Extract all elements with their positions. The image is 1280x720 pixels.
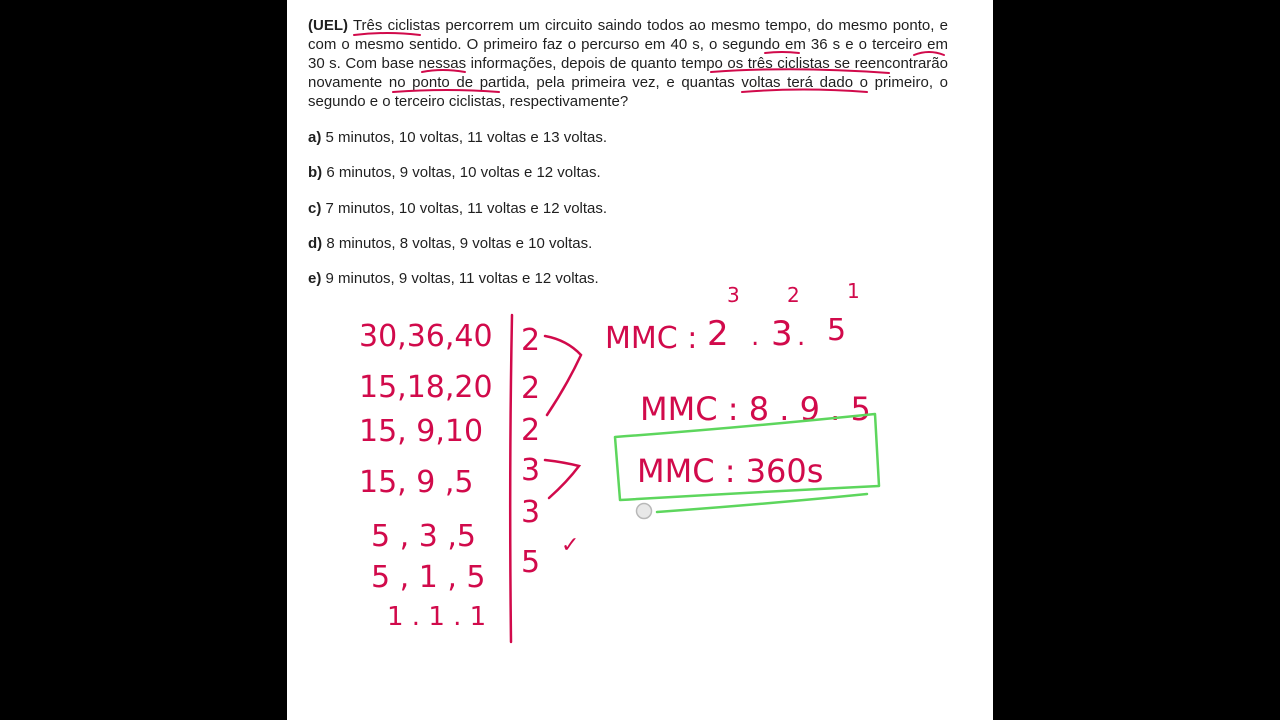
underline-pela-primeira-vez: [742, 90, 867, 93]
divisor: 2: [521, 413, 541, 448]
underline-marks: [354, 33, 944, 92]
underline-36s: [914, 52, 944, 55]
underline-30s: [422, 70, 465, 72]
question-text: Três ciclistas percorrem um circuito saindo todos ao mesmo tempo, do mesmo ponto, e com o mesmo sentido. O primeiro faz o percurso em 40 s, o segundo em 36 s e o terceiro em 30 s. Com base nessas informações, depois de quanto tempo os três ciclistas se reencontrarão novamente no ponto de partida, pela primeira vez, e quantas voltas terá dado o primeiro, o segundo e o terceiro ciclistas, respectivamente?: [308, 17, 948, 110]
divisor: 3: [521, 453, 541, 488]
underline-depois-de-quanto-tempo: [711, 69, 889, 73]
factor-row: 30,36,40: [359, 319, 493, 354]
bracket-powers-of-two: [545, 336, 581, 415]
option-letter: a): [308, 129, 322, 146]
option-text: 8 minutos, 8 voltas, 9 voltas e 10 voltas.: [326, 235, 593, 252]
mmc-label: MMC :: [605, 321, 698, 356]
factor-row: 15, 9 ,5: [359, 465, 474, 500]
mmc-dot: .: [751, 322, 760, 352]
divisor: 3: [521, 495, 541, 530]
mmc-exponent: 1: [847, 279, 860, 303]
divisor-column: [521, 323, 579, 580]
mmc-result: MMC : 360s: [637, 452, 824, 490]
divisor: 2: [521, 371, 541, 406]
divisor: 5: [521, 545, 541, 580]
mmc-base: 3: [771, 314, 793, 354]
option-text: 7 minutos, 10 voltas, 11 voltas e 12 voltas.: [325, 200, 608, 217]
option-letter: d): [308, 235, 323, 252]
division-line: [510, 315, 512, 642]
grouping-brackets: [545, 336, 581, 498]
question-source: (UEL): [308, 17, 348, 34]
check-mark: ✓: [561, 533, 580, 558]
mmc-product: MMC : 8 . 9 . 5: [640, 390, 871, 428]
underline-40s: [765, 52, 799, 53]
pen-cursor-icon: [637, 504, 652, 519]
underline-reencontrarao: [393, 90, 499, 92]
mmc-exponent: 3: [727, 283, 740, 307]
bracket-powers-of-three: [545, 460, 579, 498]
factor-row: 5 , 3 ,5: [371, 519, 476, 554]
option-text: 5 minutos, 10 voltas, 11 voltas e 13 voltas.: [325, 129, 608, 146]
factor-row: 5 , 1 , 5: [371, 560, 486, 595]
handwriting-layer: [287, 0, 993, 720]
option-letter: b): [308, 164, 323, 181]
underline-tres-ciclistas: [354, 33, 420, 35]
factor-row: 1 . 1 . 1: [387, 602, 487, 632]
option-text: 6 minutos, 9 voltas, 10 voltas e 12 voltas.: [326, 164, 601, 181]
document-page: [287, 0, 993, 720]
mmc-base: 2: [707, 314, 729, 354]
factor-row: 15, 9,10: [359, 414, 484, 449]
option-letter: c): [308, 200, 322, 217]
mmc-dot: .: [797, 322, 806, 352]
factor-row: 15,18,20: [359, 370, 493, 405]
factorization-rows: [359, 319, 493, 632]
mmc-powers: [605, 279, 860, 356]
option-letter: e): [308, 270, 322, 287]
option-text: 9 minutos, 9 voltas, 11 voltas e 12 voltas.: [325, 270, 599, 287]
mmc-base: 5: [827, 313, 847, 348]
divisor: 2: [521, 323, 541, 358]
mmc-exponent: 2: [787, 283, 800, 307]
